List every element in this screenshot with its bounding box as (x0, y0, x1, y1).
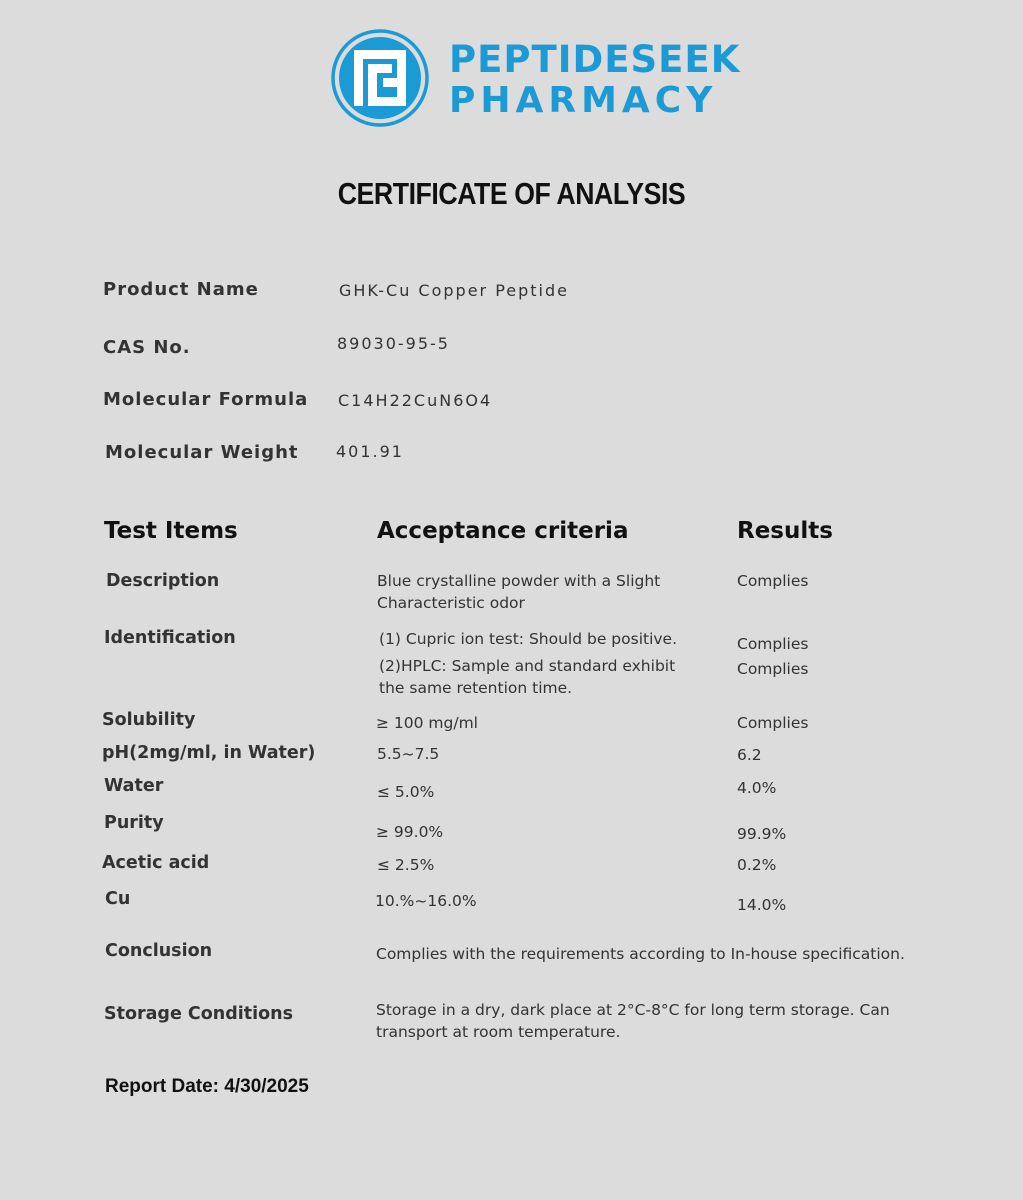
cas-value: 89030-95-5 (337, 334, 450, 353)
criteria-identification-2-line2: the same retention time. (379, 679, 573, 697)
header-test-items: Test Items (104, 518, 238, 544)
criteria-water: ≤ 5.0% (377, 783, 435, 801)
criteria-identification-1: (1) Cupric ion test: Should be positive. (379, 630, 678, 648)
row-label-water: Water (104, 776, 164, 796)
criteria-ph: 5.5~7.5 (377, 745, 440, 763)
criteria-purity: ≥ 99.0% (376, 823, 444, 841)
row-label-acetic-acid: Acetic acid (102, 853, 210, 873)
row-label-ph: pH(2mg/ml, in Water) (102, 743, 316, 763)
row-label-purity: Purity (104, 813, 164, 833)
result-solubility: Complies (737, 714, 809, 732)
brand-name-line1: PEPTIDESEEK (449, 38, 741, 81)
weight-value: 401.91 (336, 442, 404, 461)
storage-label: Storage Conditions (104, 1004, 294, 1024)
conclusion-label: Conclusion (105, 941, 213, 961)
header-acceptance-criteria: Acceptance criteria (377, 518, 629, 544)
brand-name-line2: PHARMACY (449, 80, 718, 121)
criteria-identification-2-line1: (2)HPLC: Sample and standard exhibit (379, 657, 676, 675)
row-label-description: Description (106, 571, 220, 591)
result-purity: 99.9% (737, 825, 787, 843)
result-acetic-acid: 0.2% (737, 856, 777, 874)
criteria-cu: 10.%~16.0% (375, 892, 477, 910)
conclusion-text: Complies with the requirements according to In-house specification. (376, 945, 905, 963)
header-results: Results (737, 518, 833, 544)
criteria-description-line2: Characteristic odor (377, 594, 525, 612)
criteria-solubility: ≥ 100 mg/ml (376, 714, 478, 732)
formula-value: C14H22CuN6O4 (338, 391, 493, 410)
product-name-label: Product Name (103, 279, 259, 300)
result-description: Complies (737, 572, 809, 590)
storage-text-line1: Storage in a dry, dark place at 2°C-8°C for long term storage. Can (376, 1001, 890, 1019)
criteria-acetic-acid: ≤ 2.5% (377, 856, 435, 874)
row-label-identification: Identification (104, 628, 236, 648)
storage-text-line2: transport at room temperature. (376, 1023, 621, 1041)
result-ph: 6.2 (737, 746, 762, 764)
result-cu: 14.0% (737, 896, 787, 914)
criteria-description-line1: Blue crystalline powder with a Slight (377, 572, 661, 590)
cas-label: CAS No. (103, 337, 191, 358)
report-date: Report Date: 4/30/2025 (105, 1076, 309, 1097)
document-title: CERTIFICATE OF ANALYSIS (337, 176, 686, 211)
result-identification-1: Complies (737, 635, 809, 653)
formula-label: Molecular Formula (103, 389, 309, 410)
logo-icon (330, 28, 430, 128)
result-identification-2: Complies (737, 660, 809, 678)
row-label-cu: Cu (105, 889, 131, 909)
row-label-solubility: Solubility (102, 710, 196, 730)
product-name-value: GHK-Cu Copper Peptide (339, 281, 569, 300)
result-water: 4.0% (737, 779, 777, 797)
weight-label: Molecular Weight (105, 442, 299, 463)
